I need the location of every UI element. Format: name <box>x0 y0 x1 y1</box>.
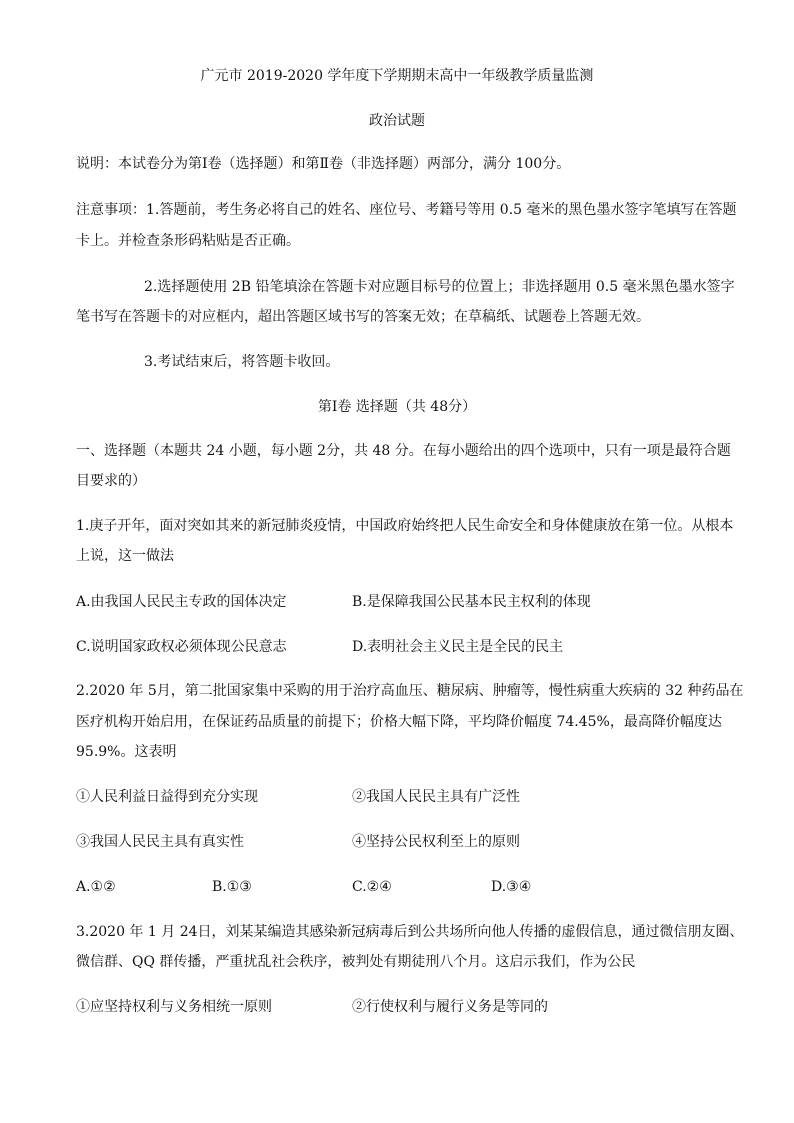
section-directions-line-2: 目要求的） <box>76 473 146 489</box>
note-3: 3.考试结束后，将答题卡收回。 <box>144 354 340 370</box>
notes-line-1: 注意事项：1.答题前，考生务必将自己的姓名、座位号、考籍号等用 0.5 毫米的黑色墨水签字笔填写在答题 <box>76 202 737 218</box>
option-d: D.表明社会主义民主是全民的民主 <box>352 639 564 655</box>
section-title: 第Ⅰ卷 选择题（共 48分） <box>317 399 477 415</box>
note-2-line-1: 2.选择题使用 2B 铅笔填涂在答题卡对应题目标号的位置上；非选择题用 0.5 毫米黑色墨水签字 <box>144 279 735 295</box>
question-stem-line: 微信群、QQ 群传播，严重扰乱社会秩序，被判处有期徒刑八个月。这启示我们，作为公民 <box>76 954 636 970</box>
question-stem-line: 2.2020 年 5月，第二批国家集中采购的用于治疗高血压、糖尿病、肿瘤等，慢性病重大疾病的 32 种药品在 <box>76 683 744 699</box>
exam-title: 广元市 2019-2020 学年度下学期期末高中一年级教学质量监测 <box>200 68 594 84</box>
statement-1: ①人民利益日益得到充分实现 <box>76 789 258 805</box>
option-b: B.是保障我国公民基本民主权利的体现 <box>352 594 591 610</box>
option-b: B.①③ <box>212 879 252 895</box>
statement-2: ②我国人民民主具有广泛性 <box>352 789 520 805</box>
option-a: A.由我国人民民主专政的国体决定 <box>76 594 287 610</box>
note-2-line-2: 笔书写在答题卡的对应框内，超出答题区域书写的答案无效；在草稿纸、试题卷上答题无效。 <box>76 309 650 325</box>
statement-3: ③我国人民民主具有真实性 <box>76 834 244 850</box>
notes-line-2: 卡上。并检查条形码粘贴是否正确。 <box>76 233 300 249</box>
option-d: D.③④ <box>491 879 532 895</box>
question-stem-line: 1.庚子开年，面对突如其来的新冠肺炎疫情，中国政府始终把人民生命安全和身体健康放在第一位。从根本 <box>76 518 734 534</box>
statement-1: ①应坚持权利与义务相统一原则 <box>76 999 272 1015</box>
statement-2: ②行使权利与履行义务是等同的 <box>352 999 548 1015</box>
section-directions-line-1: 一、选择题（本题共 24 小题，每小题 2分，共 48 分。在每小题给出的四个选项中，只有一项是最符合题 <box>76 443 731 459</box>
question-stem-line: 3.2020 年 1 月 24日，刘某某编造其感染新冠病毒后到公共场所向他人传播的虚假信息，通过微信朋友圈、 <box>76 924 744 940</box>
question-stem-line: 上说，这一做法 <box>76 548 174 564</box>
statement-4: ④坚持公民权利至上的原则 <box>352 834 520 850</box>
exam-intro: 说明：本试卷分为第Ⅰ卷（选择题）和第Ⅱ卷（非选择题）两部分，满分 100分。 <box>76 156 571 172</box>
option-c: C.说明国家政权必须体现公民意志 <box>76 639 287 655</box>
option-a: A.①② <box>76 879 116 895</box>
exam-subject: 政治试题 <box>369 113 425 129</box>
question-stem-line: 医疗机构开始启用，在保证药品质量的前提下；价格大幅下降，平均降价幅度 74.45%，最高降价幅度达 <box>76 714 722 730</box>
question-stem-line: 95.9%。这表明 <box>76 744 177 760</box>
option-c: C.②④ <box>352 879 392 895</box>
